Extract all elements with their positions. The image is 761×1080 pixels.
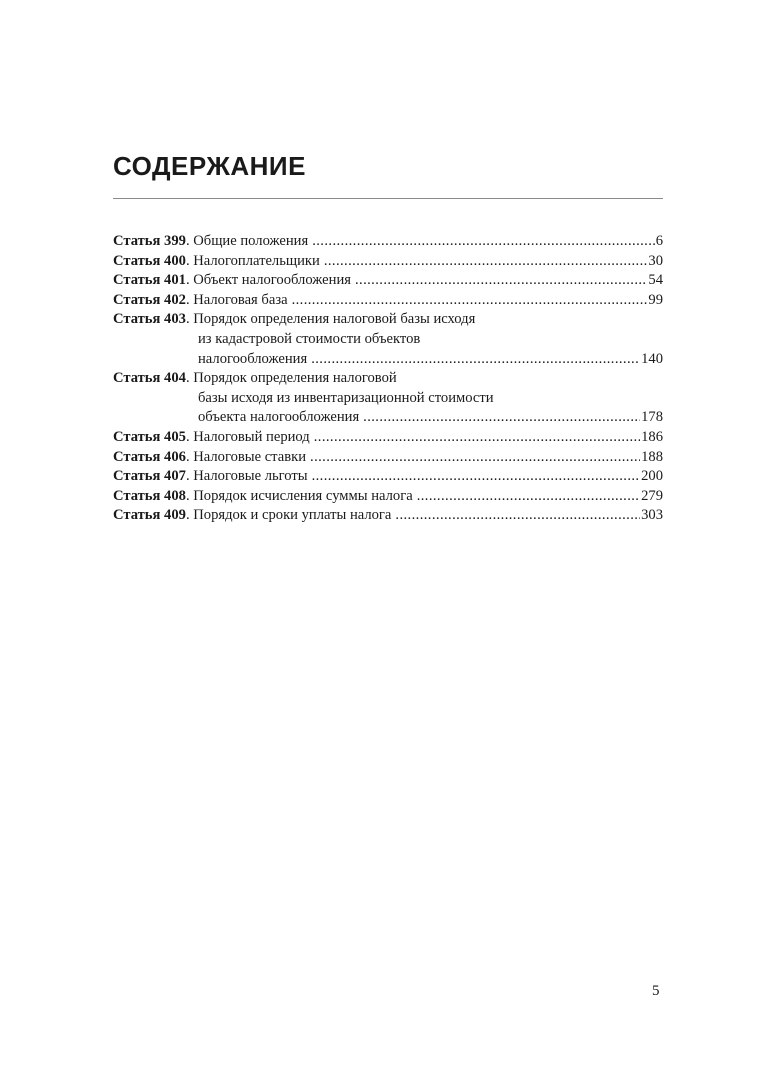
page-number: 54 xyxy=(648,272,663,289)
page-number: 279 xyxy=(641,487,663,504)
article-title: Порядок определения налоговой xyxy=(193,370,397,387)
article-title: Общие положения xyxy=(193,233,309,249)
dot-leader xyxy=(314,428,640,448)
article-number: Статья 400 xyxy=(113,252,186,269)
page-number: 99 xyxy=(648,291,663,308)
dot-leader xyxy=(292,291,648,311)
article-number: Статья 407 xyxy=(113,468,186,485)
article-number: Статья 399 xyxy=(113,233,186,249)
toc-entry[interactable]: Статья 406 . Налоговые ставки ..... 188 xyxy=(113,448,663,468)
dot-leader xyxy=(417,487,640,507)
article-title-continuation: из кадастровой стоимости объектов xyxy=(198,330,421,347)
article-number: Статья 404 xyxy=(113,370,186,387)
dot-leader xyxy=(363,408,640,428)
article-number: Статья 406 xyxy=(113,448,186,465)
article-title: Налогоплательщики xyxy=(193,252,320,269)
table-of-contents xyxy=(113,232,663,526)
toc-entry[interactable]: Статья 407 . Налоговые льготы ..... 200 xyxy=(113,467,663,487)
toc-entry[interactable]: Статья 405 . Налоговый период ..... 186 xyxy=(113,428,663,448)
toc-entry[interactable]: Статья 408 . Порядок исчисления суммы налога ..... 279 xyxy=(113,487,663,507)
article-number: Статья 403 xyxy=(113,311,186,328)
dot-leader xyxy=(324,252,648,272)
page-number: 188 xyxy=(641,448,663,465)
article-title: Объект налогообложения xyxy=(193,272,351,289)
article-number: Статья 408 xyxy=(113,487,186,504)
article-title-continuation: налогообложения xyxy=(198,350,308,367)
article-number: Статья 405 xyxy=(113,428,186,445)
toc-entry[interactable]: Статья 409 . Порядок и сроки уплаты налога ..... 303 xyxy=(113,506,663,526)
toc-entry[interactable]: Статья 404 . Порядок определения налоговой базы исходя из инвентаризационной стоимости объекта налогообложения ..... 178 xyxy=(113,369,663,428)
title-divider xyxy=(113,198,663,199)
article-title: Порядок определения налоговой базы исходя xyxy=(193,311,476,328)
page-number: 186 xyxy=(641,428,663,445)
dot-leader xyxy=(395,506,640,526)
article-title: Налоговые льготы xyxy=(193,468,308,485)
dot-leader xyxy=(312,467,641,487)
article-title-continuation: базы исходя из инвентаризационной стоимости xyxy=(198,389,494,406)
toc-entry[interactable]: Статья 401 . Объект налогообложения ..... 54 xyxy=(113,271,663,291)
page-number: 303 xyxy=(641,507,663,524)
article-title: Налоговый период xyxy=(193,428,310,445)
dot-leader xyxy=(310,448,640,468)
article-number: Статья 402 xyxy=(113,291,186,308)
article-number: Статья 401 xyxy=(113,272,186,289)
page-number: 178 xyxy=(641,409,663,426)
article-title: Порядок и сроки уплаты налога xyxy=(193,507,392,524)
toc-entry[interactable]: Статья 402 . Налоговая база ..... 99 xyxy=(113,291,663,311)
page-title: СОДЕРЖАНИЕ xyxy=(113,151,306,181)
article-title-continuation: объекта налогообложения xyxy=(198,409,360,426)
toc-entry[interactable]: Статья 399 . Общие положения ..... 6 xyxy=(113,232,663,252)
page-number: 140 xyxy=(641,350,663,367)
page-number: 6 xyxy=(655,233,663,249)
page-number: 30 xyxy=(648,252,663,269)
dot-leader xyxy=(312,232,655,252)
page-folio: 5 xyxy=(652,983,660,999)
toc-entry[interactable]: Статья 403 . Порядок определения налоговой базы исходя из кадастровой стоимости объектов налогообложения ..... 140 xyxy=(113,310,663,369)
article-number: Статья 409 xyxy=(113,507,186,524)
page-number: 200 xyxy=(641,468,663,485)
dot-leader xyxy=(355,271,647,291)
toc-entry[interactable]: Статья 400 . Налогоплательщики ..... 30 xyxy=(113,252,663,272)
article-title: Налоговые ставки xyxy=(193,448,307,465)
dot-leader xyxy=(311,350,640,370)
article-title: Порядок исчисления суммы налога xyxy=(193,487,413,504)
article-title: Налоговая база xyxy=(193,291,288,308)
